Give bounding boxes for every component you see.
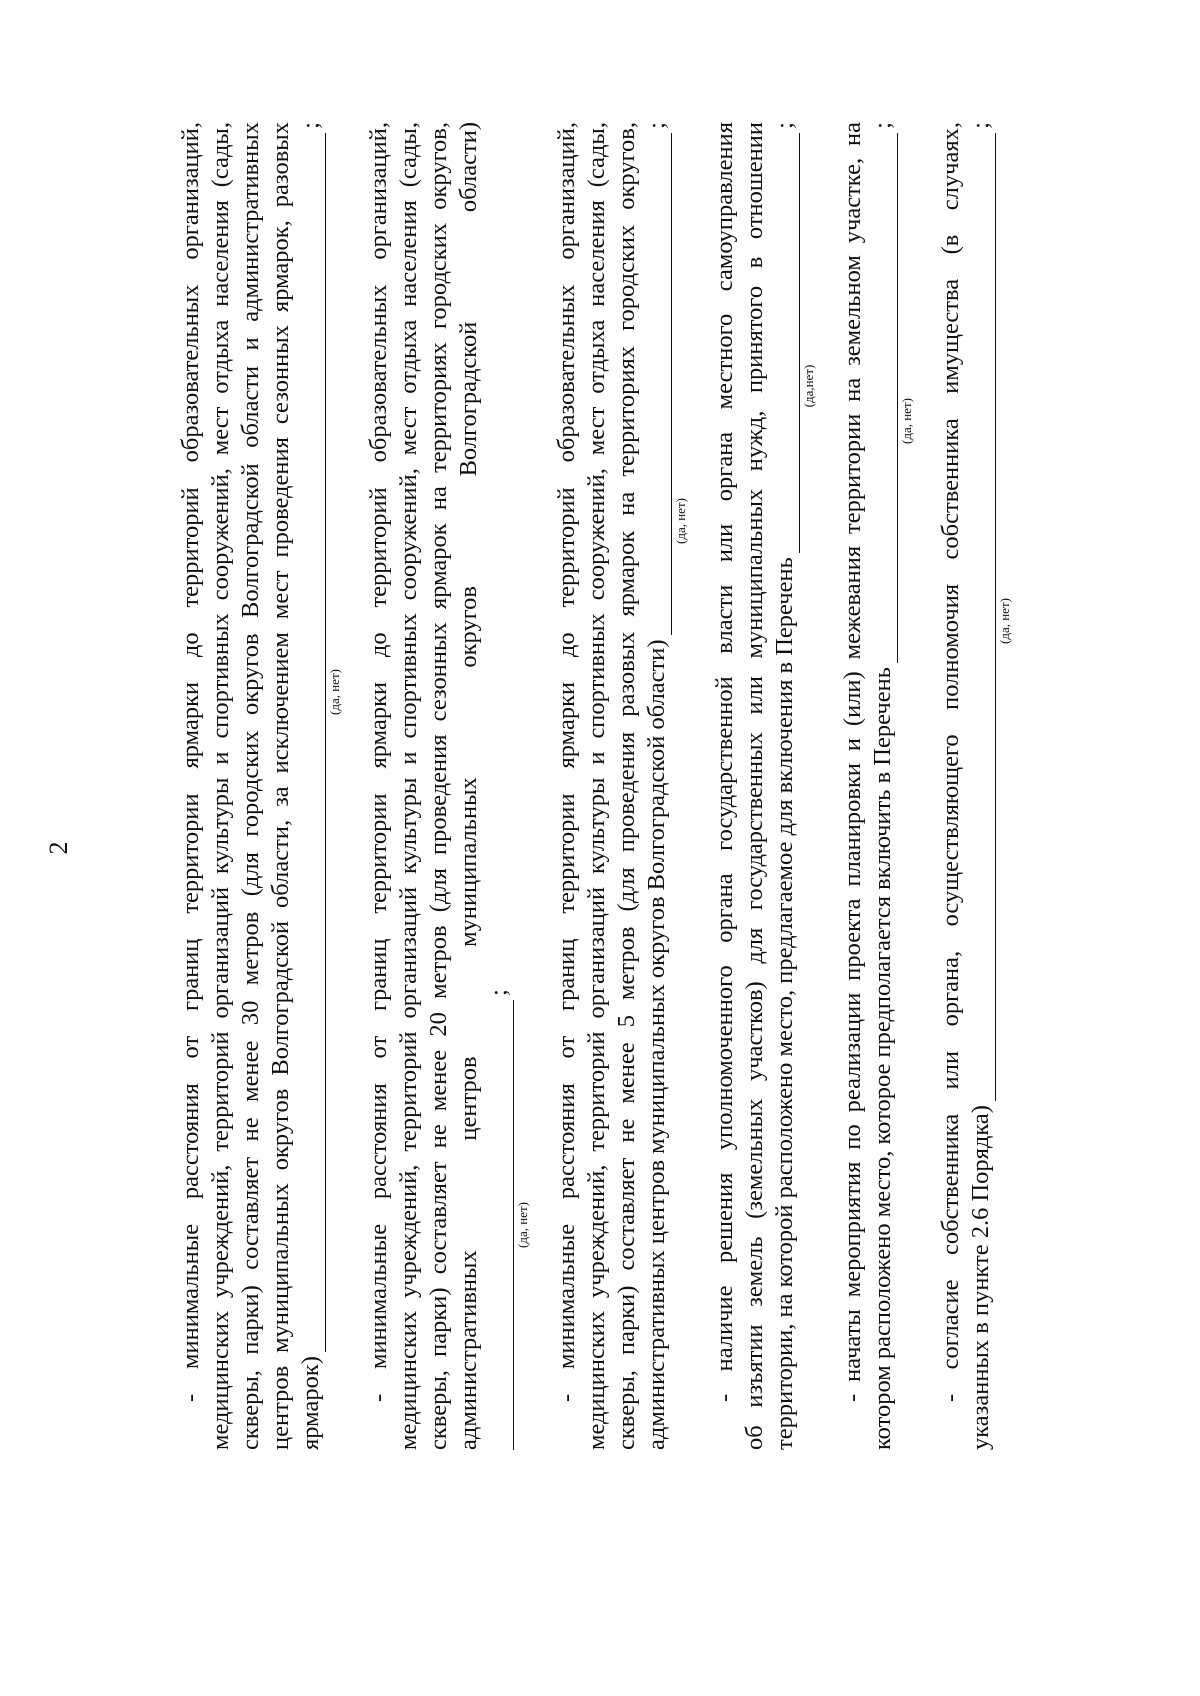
- semicolon: ;: [297, 122, 324, 129]
- semicolon: ;: [643, 122, 670, 129]
- answer-blank-field[interactable]: [777, 133, 800, 553]
- text-line: [454, 122, 484, 1450]
- answer-blank-field[interactable]: [649, 133, 672, 636]
- text-line: - наличие решения уполномоченного органа государственной власти или органа местного самоуправления: [711, 122, 738, 1402]
- answer-blank-field[interactable]: [303, 133, 326, 1352]
- text-line: территории, на которой расположено место, предлагаемое для включения в Перечень: [771, 557, 798, 1450]
- answer-row: [966, 122, 996, 1450]
- word: Волгоградской: [455, 321, 482, 477]
- word: центров: [455, 1056, 482, 1141]
- answer-blank-field[interactable]: [875, 133, 898, 663]
- criterion-item-5: [838, 122, 914, 1450]
- word: административных: [455, 1250, 482, 1450]
- document-body: [176, 122, 1034, 1450]
- text-line: медицинских учреждений, территорий организаций культуры и спортивных сооружений, мест отдыха населения (сады,: [395, 122, 422, 1450]
- text-line: об изъятии земель (земельных участков) для государственных или муниципальных нужд, принятого в отношении: [741, 122, 768, 1450]
- word: муниципальных: [455, 777, 482, 947]
- text-line: - минимальные расстояния от границ территории ярмарки до территорий образовательных организаций,: [553, 122, 580, 1402]
- answer-row: [484, 122, 514, 1450]
- answer-blank-field[interactable]: [491, 1000, 514, 1450]
- answer-row: [296, 122, 326, 1450]
- answer-hint: (да, нет): [997, 598, 1012, 644]
- text-line: - начаты мероприятия по реализации проекта планировки и (или) межевания территории на земельном участке, на: [839, 122, 866, 1402]
- semicolon: ;: [771, 122, 798, 129]
- answer-row: [868, 122, 898, 1450]
- answer-row: [770, 122, 800, 1450]
- text-line: - минимальные расстояния от границ территории ярмарки до территорий образовательных организаций,: [365, 122, 392, 1402]
- text-line: - минимальные расстояния от границ территории ярмарки до территорий образовательных организаций,: [177, 122, 204, 1402]
- text-line: скверы, парки) составляет не менее 5 метров (для проведения разовых ярмарок на территориях городских округов,: [613, 122, 640, 1450]
- semicolon: ;: [869, 122, 896, 129]
- text-line: котором расположено место, которое предполагается включить в Перечень: [869, 667, 896, 1450]
- criterion-item-1: [176, 122, 342, 1450]
- criterion-item-4: [710, 122, 816, 1450]
- text-line: медицинских учреждений, территорий организаций культуры и спортивных сооружений, мест отдыха населения (сады,: [207, 122, 234, 1450]
- semicolon: ;: [485, 989, 512, 996]
- text-line: скверы, парки) составляет не менее 30 метров (для городских округов Волгоградской области и административных: [237, 122, 264, 1450]
- answer-hint: (да, нет): [327, 669, 342, 715]
- text-line: центров муниципальных округов Волгоградской области, за исключением мест проведения сезонных ярмарок, разовых: [267, 122, 294, 1450]
- text-line: - согласие собственника или органа, осуществляющего полномочия собственника имущества (в случаях,: [937, 122, 964, 1402]
- criterion-item-6: [936, 122, 1012, 1450]
- text-line: скверы, парки) составляет не менее 20 метров (для проведения сезонных ярмарок на территориях городских округов,: [425, 122, 452, 1450]
- semicolon: ;: [967, 122, 994, 129]
- text-line: ярмарок): [297, 1356, 324, 1450]
- word: округов: [455, 586, 482, 668]
- answer-hint: (да,нет): [801, 364, 816, 408]
- word: области): [455, 122, 482, 213]
- answer-row: [642, 122, 672, 1450]
- text-line: указанных в пункте 2.6 Порядка): [967, 1105, 994, 1450]
- criterion-item-3: [552, 122, 688, 1450]
- text-line: административных центров муниципальных округов Волгоградской области): [643, 639, 670, 1450]
- answer-blank-field[interactable]: [973, 133, 996, 1101]
- text-line: медицинских учреждений, территорий организаций культуры и спортивных сооружений, мест отдыха населения (сады,: [583, 122, 610, 1450]
- page-number: 2: [44, 841, 73, 855]
- criterion-item-2: [364, 122, 530, 1450]
- answer-hint: (да, нет): [673, 498, 688, 544]
- answer-hint: (да, нет): [515, 1202, 530, 1248]
- answer-hint: (да, нет): [899, 398, 914, 444]
